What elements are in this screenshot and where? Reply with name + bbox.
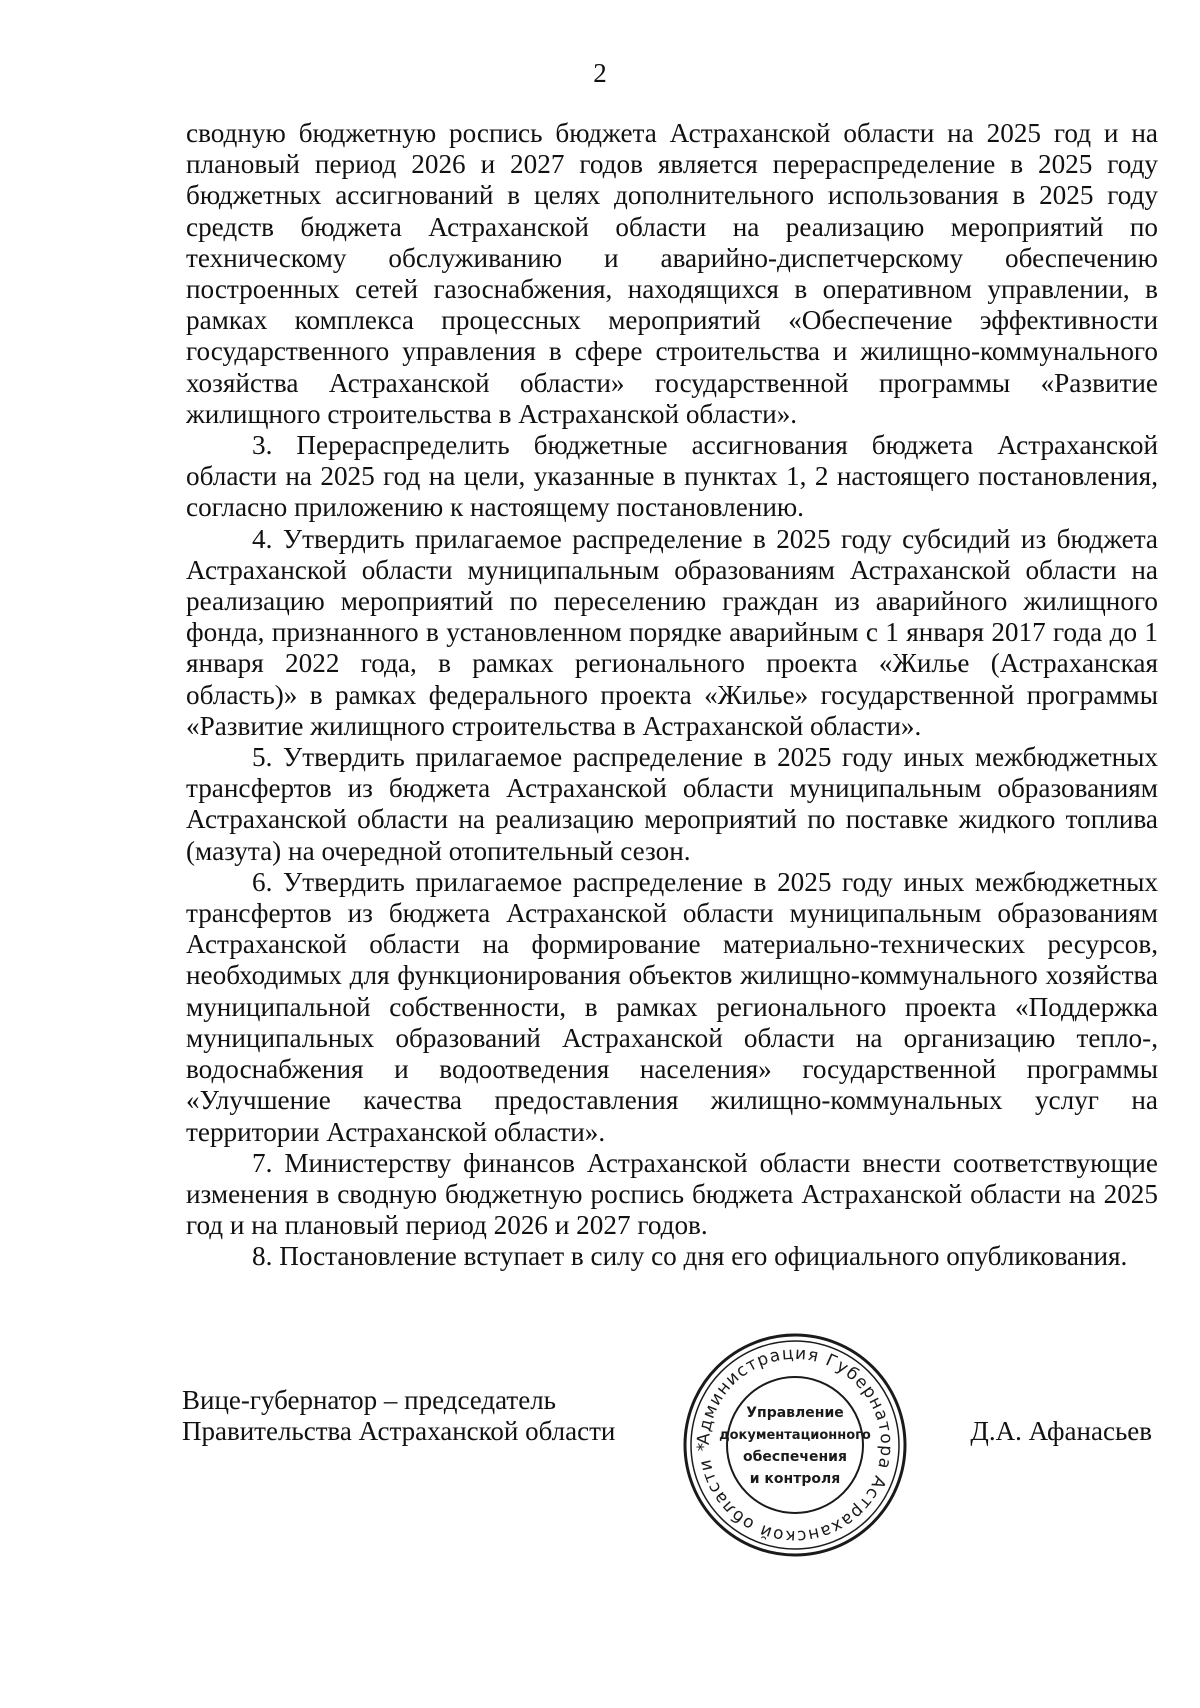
svg-text:и контроля: и контроля — [749, 1471, 841, 1487]
signatory-position-line-2: Правительства Астраханской области — [182, 1416, 616, 1446]
official-stamp — [680, 1330, 910, 1560]
paragraph-item-5: 5. Утвердить прилагаемое распределение в 2025 году иных межбюджетных трансфертов из бюджета Астраханской области муниципальным образованиям Астраханской области на реализацию мероприятий по поставке жидкого топлива (мазута) на очередной отопительный сезон. — [186, 742, 1158, 866]
paragraph-item-8: 8. Постановление вступает в силу со дня его официального опубликования. — [252, 1241, 1128, 1272]
stamp-seal-icon — [680, 1330, 910, 1560]
page-number: 2 — [593, 58, 607, 88]
svg-text:обеспечения: обеспечения — [743, 1449, 847, 1465]
signatory-position — [182, 1385, 615, 1447]
svg-text:Администрация Губернатора Астр: Администрация Губернатора Астраханской области * — [693, 1343, 897, 1547]
paragraph-item-4: 4. Утвердить прилагаемое распределение в 2025 году субсидий из бюджета Астраханской области муниципальным образованиям Астраханской области на реализацию мероприятий по переселению граждан из аварийного жилищного фонда, признанного в установленном порядке аварийным с 1 января 2017 года до 1 января 2022 года, в рамках регионального проекта «Жилье (Астраханская область)» в рамках федерального проекта «Жилье» государственной программы «Развитие жилищного строительства в Астраханской области». — [186, 523, 1158, 741]
svg-text:Управление: Управление — [746, 1405, 844, 1421]
paragraph-item-7: 7. Министерству финансов Астраханской области внести соответствующие изменения в сводную бюджетную роспись бюджета Астраханской области на 2025 год и на плановый период 2026 и 2027 годов. — [186, 1147, 1158, 1241]
paragraph-item-3: 3. Перераспределить бюджетные ассигнования бюджета Астраханской области на 2025 год на цели, указанные в пунктах 1, 2 настоящего постановления, согласно приложению к настоящему постановлению. — [186, 430, 1158, 523]
paragraph-continuation: сводную бюджетную роспись бюджета Астраханской области на 2025 год и на плановый период 2026 и 2027 годов является перераспределение в 2025 году бюджетных ассигнований в целях дополнительного использования в 2025 году средств бюджета Астраханской области на реализацию мероприятий по техническому обслуживанию и аварийно-диспетчерскому обеспечению построенных сетей газоснабжения, находящихся в оперативном управлении, в рамках комплекса процессных мероприятий «Обеспечение эффективности государственного управления в сфере строительства и жилищно-коммунального хозяйства Астраханской области» государственной программы «Развитие жилищного строительства в Астраханской области». — [186, 118, 1158, 429]
paragraph-item-6: 6. Утвердить прилагаемое распределение в 2025 году иных межбюджетных трансфертов из бюджета Астраханской области муниципальным образованиям Астраханской области на формирование материально-технических ресурсов, необходимых для функционирования объектов жилищно-коммунального хозяйства муниципальной собственности, в рамках регионального проекта «Поддержка муниципальных образований Астраханской области на организацию тепло-, водоснабжения и водоотведения населения» государственной программы «Улучшение качества предоставления жилищно-коммунальных услуг на территории Астраханской области». — [186, 866, 1158, 1147]
document-body — [186, 118, 1158, 1273]
signatory-name: Д.А. Афанасьев — [970, 1416, 1152, 1446]
signatory-position-line-1: Вице-губернатор – председатель — [182, 1385, 556, 1415]
svg-text:документационного: документационного — [719, 1428, 871, 1443]
